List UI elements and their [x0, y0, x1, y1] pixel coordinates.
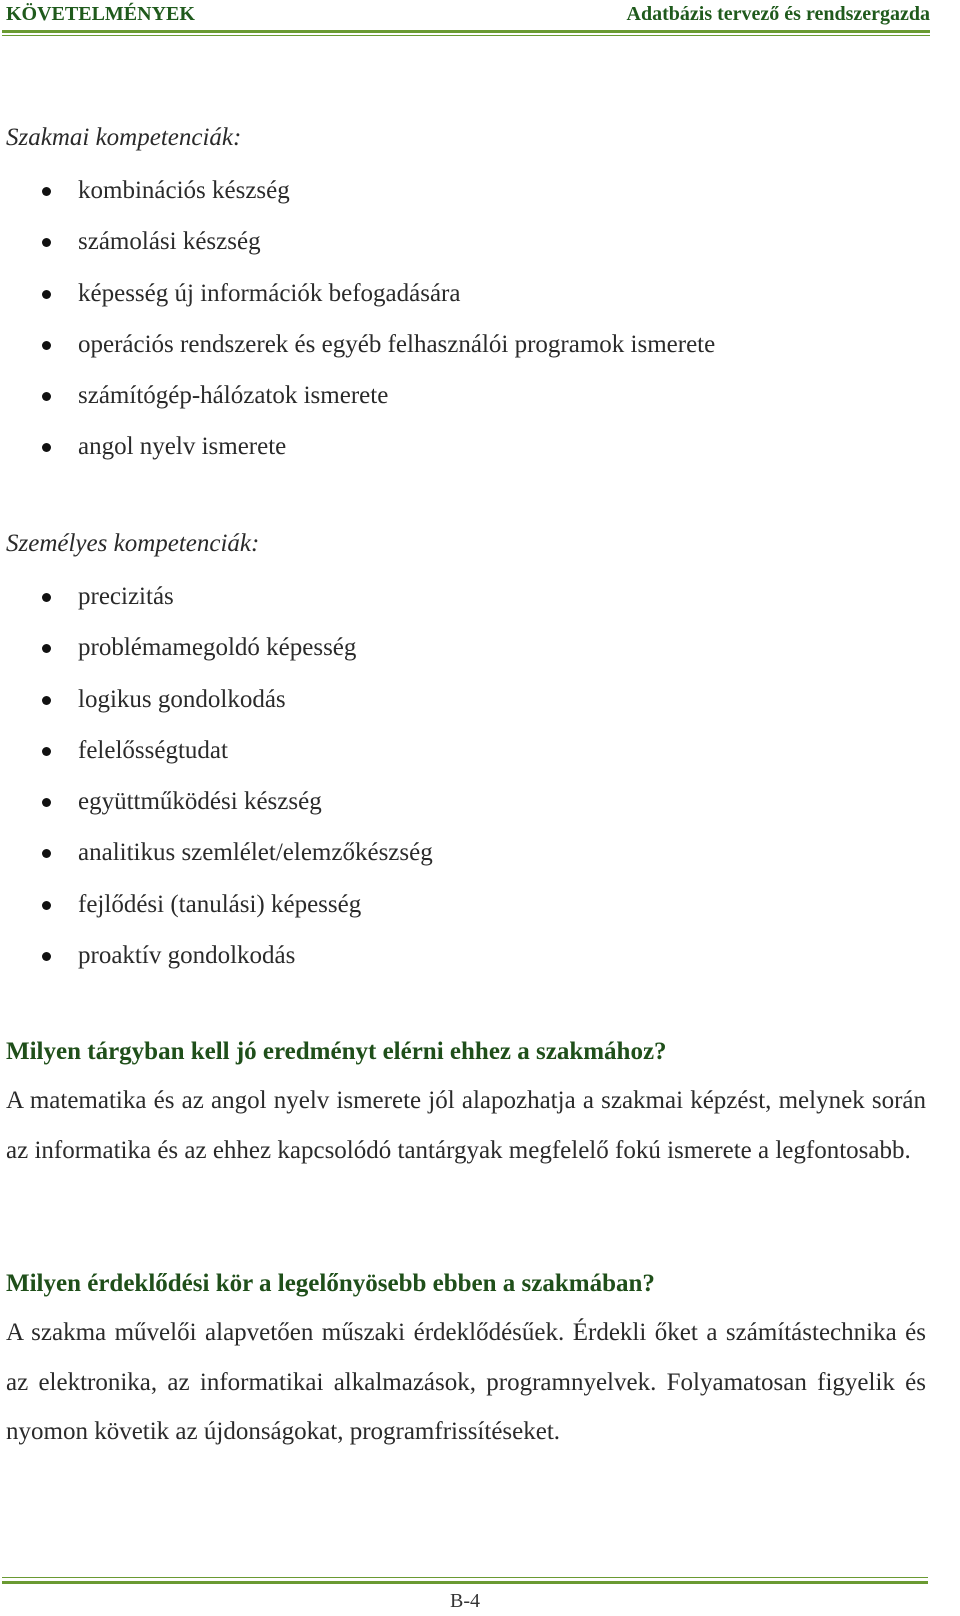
bullet-icon — [42, 238, 51, 247]
bullet-icon — [42, 290, 51, 299]
bullet-icon — [42, 798, 51, 807]
bullet-icon — [42, 341, 51, 350]
footer-divider-thin — [2, 1577, 928, 1578]
bullet-icon — [42, 952, 51, 961]
list-item: felelősségtudat — [6, 736, 433, 787]
header-divider — [2, 30, 930, 33]
list-item: számítógép-hálózatok ismerete — [6, 381, 715, 432]
list-item: problémamegoldó képesség — [6, 633, 433, 684]
list-item: képesség új információk befogadására — [6, 279, 715, 330]
bullet-icon — [42, 696, 51, 705]
section-title-szemelyes: Személyes kompetenciák: — [6, 530, 260, 557]
list-item: fejlődési (tanulási) képesség — [6, 890, 433, 941]
list-item: operációs rendszerek és egyéb felhasználói programok ismerete — [6, 330, 715, 381]
page-header — [0, 0, 930, 34]
bullet-icon — [42, 901, 51, 910]
footer-divider — [2, 1581, 928, 1584]
page-number: B-4 — [450, 1590, 480, 1612]
bullet-icon — [42, 849, 51, 858]
header-document-title: Adatbázis tervező és rendszergazda — [626, 3, 930, 25]
bullet-icon — [42, 747, 51, 756]
bullet-list-szemelyes — [6, 582, 433, 992]
header-divider-thin — [2, 35, 930, 36]
list-item: számolási készség — [6, 227, 715, 278]
section-title-szakmai: Szakmai kompetenciák: — [6, 124, 242, 151]
answer-paragraph-subject: A matematika és az angol nyelv ismerete jól alapozhatja a szakmai képzést, melynek során az informatika és az ehhez kapcsolódó tantárgyak megfelelő fokú ismerete a legfontosabb. — [6, 1087, 926, 1164]
bullet-list-szakmai — [6, 176, 715, 484]
bullet-icon — [42, 593, 51, 602]
bullet-icon — [42, 443, 51, 452]
list-item: analitikus szemlélet/elemzőkészség — [6, 838, 433, 889]
bullet-icon — [42, 644, 51, 653]
list-item: proaktív gondolkodás — [6, 941, 433, 992]
list-item: angol nyelv ismerete — [6, 432, 715, 483]
question-heading-subject: Milyen tárgyban kell jó eredményt elérni ehhez a szakmához? — [6, 1038, 667, 1065]
answer-paragraph-interest: A szakma művelői alapvetően műszaki érdeklődésűek. Érdekli őket a számítástechnika és az elektronika, az informatikai alkalmazások, programnyelvek. Folyamatosan figyelik és nyomon követik az újdonságokat, programfrissítéseket. — [6, 1319, 926, 1445]
list-item: logikus gondolkodás — [6, 685, 433, 736]
header-section-label: KÖVETELMÉNYEK — [6, 3, 195, 25]
list-item: együttműködési készség — [6, 787, 433, 838]
list-item: precizitás — [6, 582, 433, 633]
bullet-icon — [42, 392, 51, 401]
list-item: kombinációs készség — [6, 176, 715, 227]
question-heading-interest: Milyen érdeklődési kör a legelőnyösebb ebben a szakmában? — [6, 1270, 655, 1297]
bullet-icon — [42, 187, 51, 196]
